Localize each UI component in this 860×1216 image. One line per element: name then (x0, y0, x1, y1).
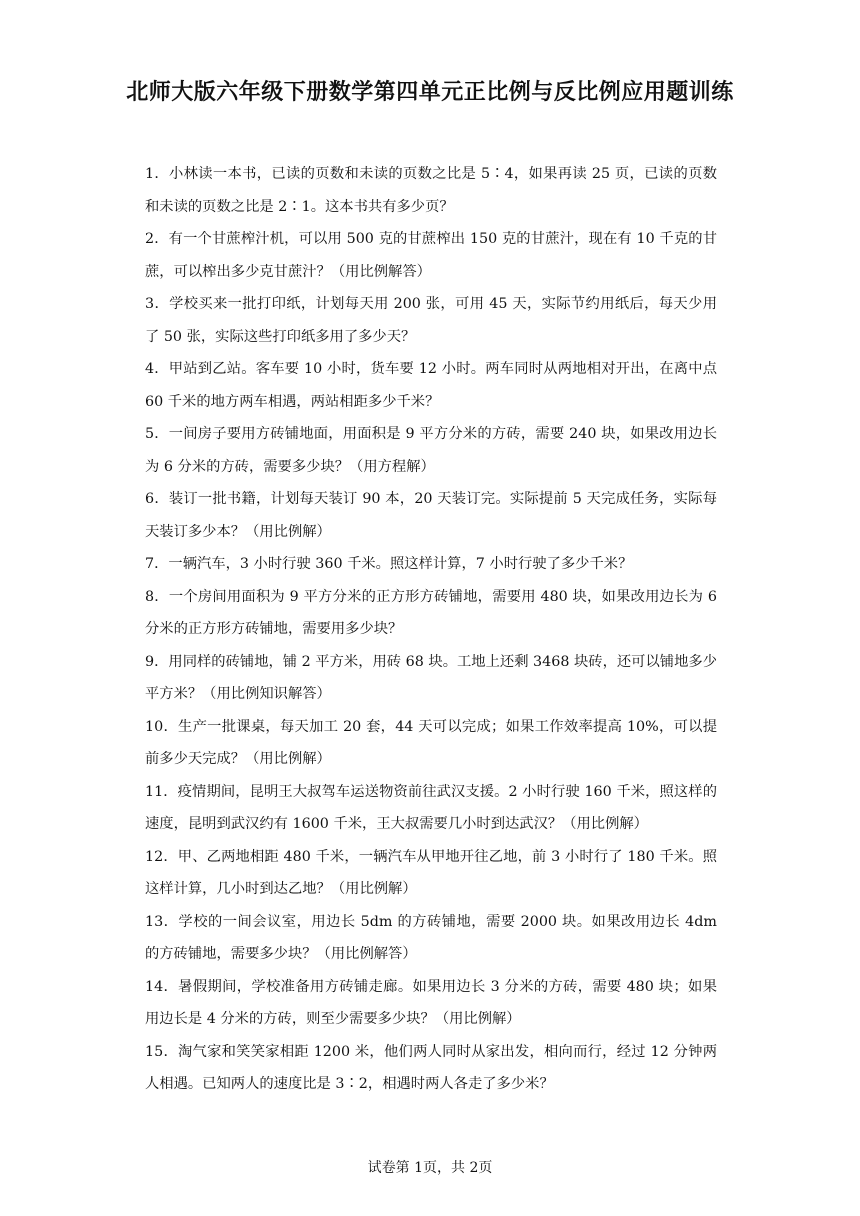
problem-item: 5．一间房子要用方砖铺地面，用面积是 9 平方分米的方砖，需要 240 块，如果改用边长为 6 分米的方砖，需要多少块？（用方程解） (145, 426, 717, 475)
problem-item: 4．甲站到乙站。客车要 10 小时，货车要 12 小时。两车同时从两地相对开出，在离中点 60 千米的地方两车相遇，两站相距多少千米？ (145, 361, 717, 410)
problem-item: 9．用同样的砖铺地，铺 2 平方米，用砖 68 块。工地上还剩 3468 块砖，还可以铺地多少平方米？（用比例知识解答） (145, 653, 717, 702)
problem-item: 2．有一个甘蔗榨汁机，可以用 500 克的甘蔗榨出 150 克的甘蔗汁，现在有 10 千克的甘蔗，可以榨出多少克甘蔗汁？（用比例解答） (145, 231, 717, 280)
page-title: 北师大版六年级下册数学第四单元正比例与反比例应用题训练 (126, 80, 734, 105)
problem-item: 13．学校的一间会议室，用边长 5dm 的方砖铺地，需要 2000 块。如果改用边长 4dm 的方砖铺地，需要多少块？（用比例解答） (145, 913, 717, 962)
page-footer: 试卷第 1页，共 2页 (367, 1160, 493, 1176)
problem-item: 8．一个房间用面积为 9 平方分米的正方形方砖铺地，需要用 480 块，如果改用边长为 6 分米的正方形方砖铺地，需要用多少块？ (145, 588, 717, 637)
problem-list (145, 158, 717, 1101)
problem-item: 15．淘气家和笑笑家相距 1200 米，他们两人同时从家出发，相向而行，经过 12 分钟两人相遇。已知两人的速度比是 3∶2，相遇时两人各走了多少米？ (145, 1043, 717, 1092)
problem-item: 14．暑假期间，学校准备用方砖铺走廊。如果用边长 3 分米的方砖，需要 480 块；如果用边长是 4 分米的方砖，则至少需要多少块？（用比例解） (145, 978, 717, 1027)
problem-item: 6．装订一批书籍，计划每天装订 90 本，20 天装订完。实际提前 5 天完成任务，实际每天装订多少本？（用比例解） (145, 491, 717, 540)
problem-item: 3．学校买来一批打印纸，计划每天用 200 张，可用 45 天，实际节约用纸后，每天少用了 50 张，实际这些打印纸多用了多少天？ (145, 296, 717, 345)
problem-item: 10．生产一批课桌，每天加工 20 套，44 天可以完成；如果工作效率提高 10%，可以提前多少天完成？（用比例解） (145, 718, 717, 767)
problem-item: 11．疫情期间，昆明王大叔驾车运送物资前往武汉支援。2 小时行驶 160 千米，照这样的速度，昆明到武汉约有 1600 千米，王大叔需要几小时到达武汉？（用比例解） (145, 783, 717, 832)
problem-item: 1．小林读一本书，已读的页数和未读的页数之比是 5∶4，如果再读 25 页，已读的页数和未读的页数之比是 2∶1。这本书共有多少页？ (145, 166, 717, 215)
problem-item: 7．一辆汽车，3 小时行驶 360 千米。照这样计算，7 小时行驶了多少千米？ (145, 556, 633, 572)
problem-item: 12．甲、乙两地相距 480 千米，一辆汽车从甲地开往乙地，前 3 小时行了 180 千米。照这样计算，几小时到达乙地？（用比例解） (145, 848, 717, 897)
